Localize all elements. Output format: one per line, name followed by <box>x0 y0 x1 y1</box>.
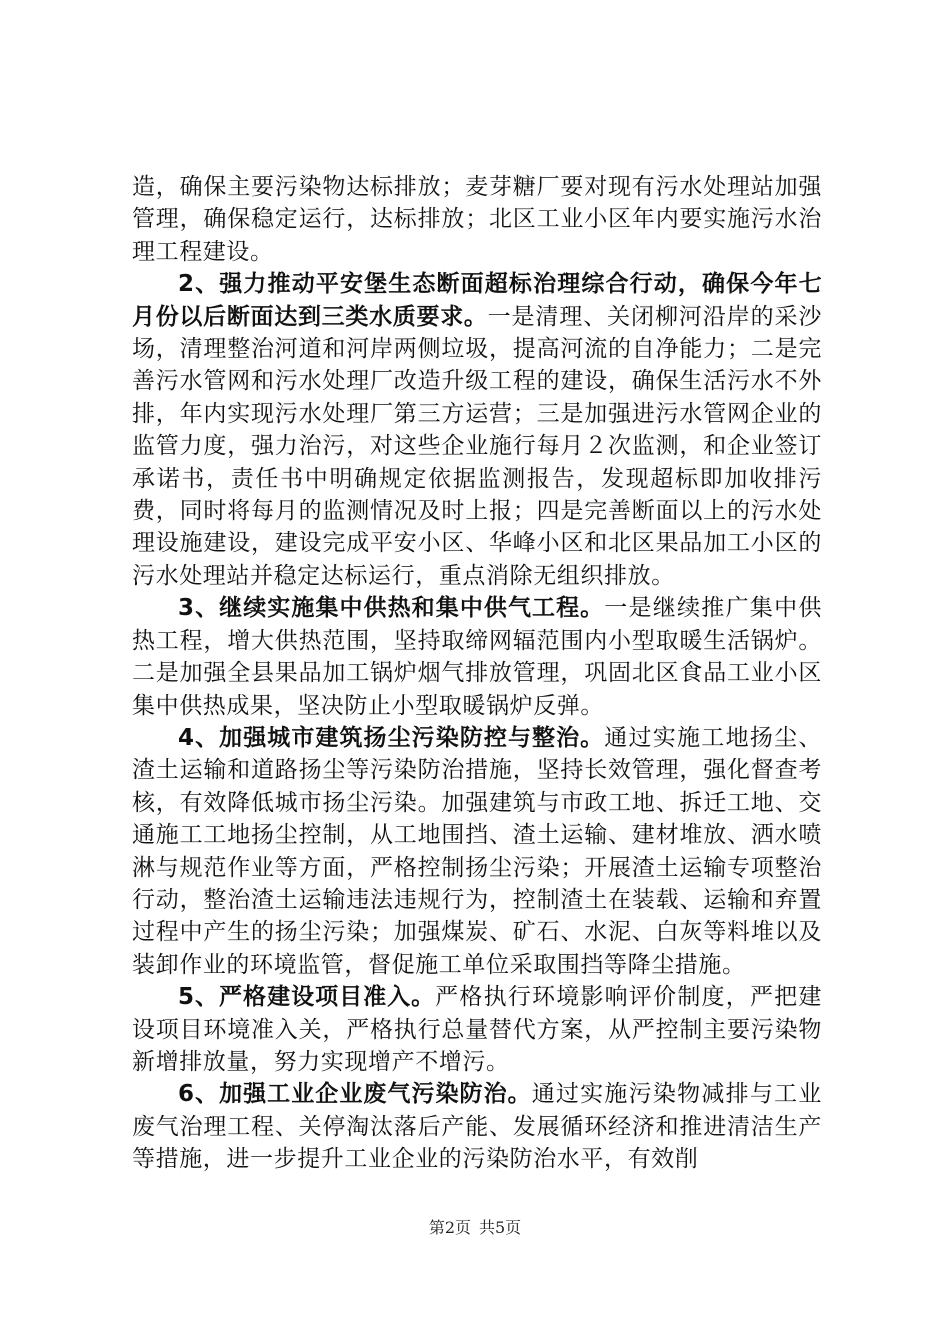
page-total: 共5页 <box>479 1218 522 1237</box>
paragraph-item-6 <box>132 1078 822 1175</box>
page-footer <box>0 1215 950 1238</box>
paragraph-text: 一是清理、关闭柳河沿岸的采沙场，清理整治河道和河岸两侧垃圾，提高河流的自净能力；二是完善污水管网和污水处理厂改造升级工程的建设，确保生活污水不外排，年内实现污水处理厂第三方运营；三是加强进污水管网企业的监管力度，强力治污，对这些企业施行每月２次监测，和企业签订承诺书，责任书中明确规定依据监测报告，发现超标即加收排污费，同时将每月的监测情况及时上报；四是完善断面以上的污水处理设施建设，建设完成平安小区、华峰小区和北区果品加工小区的污水处理站并稳定达标运行，重点消除无组织排放。 <box>132 303 822 589</box>
paragraph-text: 通过实施污染物减排与工业废气治理工程、关停淘汰落后产能、发展循环经济和推进清洁生产等措施，进一步提升工业企业的污染防治水平，有效削 <box>132 1081 822 1173</box>
paragraph-item-4 <box>132 722 822 981</box>
paragraph-heading: 5、严格建设项目准入。 <box>178 984 436 1011</box>
paragraph-heading: 6、加强工业企业废气污染防治。 <box>178 1081 532 1108</box>
paragraph-continuation <box>132 171 822 268</box>
paragraph-text: 造，确保主要污染物达标排放；麦芽糖厂要对现有污水处理站加强管理，确保稳定运行，达标排放；北区工业小区年内要实施污水治理工程建设。 <box>132 174 822 265</box>
page-number: 第2页 <box>428 1218 471 1237</box>
paragraph-heading: 2、强力推动平安堡生态断面超标治理综合行动，确保今年七月份以后断面达到三类水质要求。 <box>132 271 822 330</box>
paragraph-item-5 <box>132 981 822 1078</box>
paragraph-text: 通过实施工地扬尘、渣土运输和道路扬尘等污染防治措施，坚持长效管理，强化督查考核，有效降低城市扬尘污染。加强建筑与市政工地、拆迁工地、交通施工工地扬尘控制，从工地围挡、渣土运输、建材堆放、洒水喷淋与规范作业等方面，严格控制扬尘污染；开展渣土运输专项整治行动，整治渣土运输违法违规行为，控制渣土在装载、运输和弃置过程中产生的扬尘污染；加强煤炭、矿石、水泥、白灰等料堆以及装卸作业的环境监管，督促施工单位采取围挡等降尘措施。 <box>132 724 822 978</box>
paragraph-item-3 <box>132 592 822 722</box>
paragraph-heading: 4、加强城市建筑扬尘污染防控与整治。 <box>178 724 605 751</box>
document-body <box>132 171 822 1176</box>
paragraph-text: 一是继续推广集中供热工程，增大供热范围，坚持取缔网辐范围内小型取暖生活锅炉。二是加强全县果品加工锅炉烟气排放管理，巩固北区食品工业小区集中供热成果，坚决防止小型取暖锅炉反弹。 <box>132 595 822 719</box>
paragraph-text: 严格执行环境影响评价制度，严把建设项目环境准入关，严格执行总量替代方案，从严控制主要污染物新增排放量，努力实现增产不增污。 <box>132 984 822 1075</box>
paragraph-item-2 <box>132 268 822 592</box>
paragraph-heading: 3、继续实施集中供热和集中供气工程。 <box>178 595 605 622</box>
